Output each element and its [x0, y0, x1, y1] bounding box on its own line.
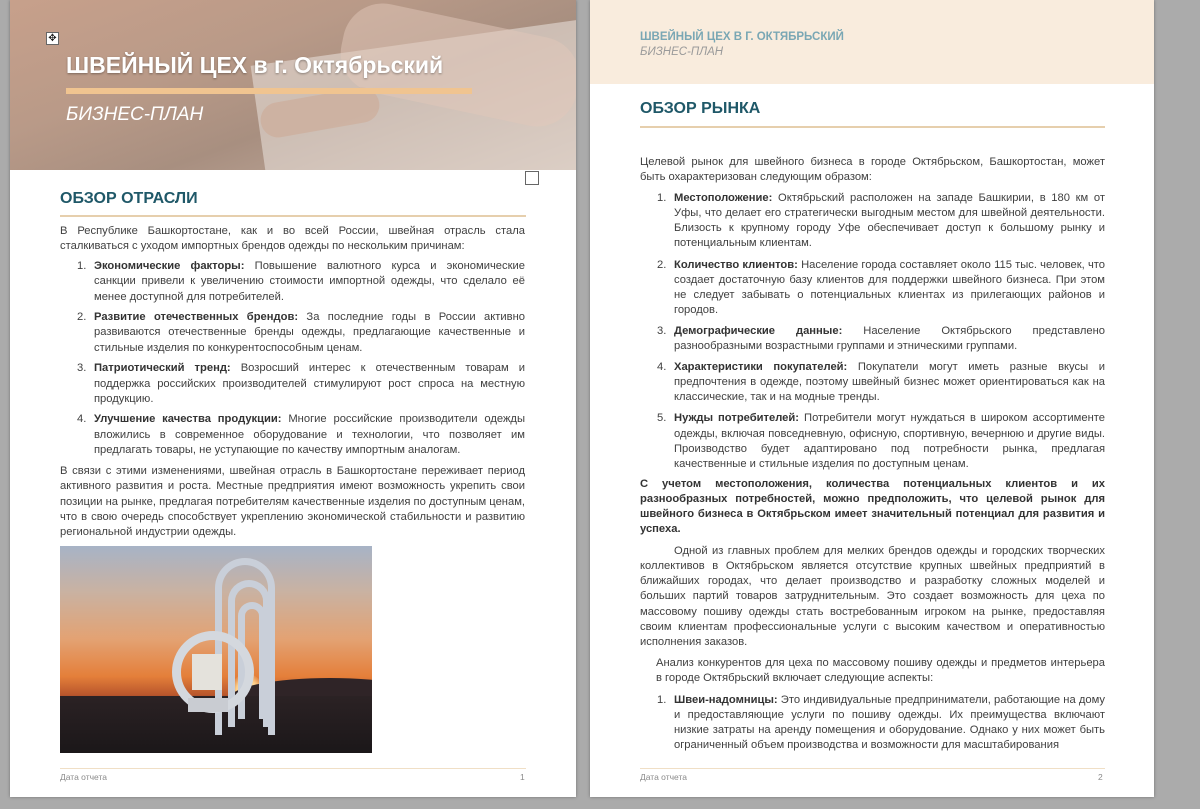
market-paragraph: Одной из главных проблем для мелких брендов одежды и городских творческих коллективов в Октябрьском является отсутствие крупных швейных предприятий в ближайших городах, что делает производство и разработку сложных моделей и больших партий товаров затруднительным. Это создает возможность для цеха по массовому пошиву одежды стать востребованным игроком на рынке, предоставляя своим клиентам профессиональные услуги с высоким качеством и оперативностью исполнения заказов.	[640, 545, 1105, 648]
footer-date-label: Дата отчета	[60, 772, 108, 782]
market-intro: Целевой рынок для швейного бизнеса в городе Октябрьском, Башкортостан, может быть охарактеризован следующим образом:	[640, 156, 1105, 184]
document-page-2	[590, 0, 1154, 797]
list-item: 4. Улучшение качества продукции: Многие российские производители одежды вложились в современное оборудование и технологии, что позволяет им предлагать товары, не уступающие по качеству импортным аналогам.	[77, 413, 525, 457]
document-subtitle: БИЗНЕС-ПЛАН	[66, 104, 204, 125]
competitors-list	[640, 693, 1105, 753]
section-rule	[60, 215, 526, 217]
page-header-band	[590, 0, 1154, 84]
section-title-industry: ОБЗОР ОТРАСЛИ	[60, 190, 198, 207]
page-number: 2	[1098, 772, 1103, 782]
market-body	[640, 155, 1105, 753]
list-item: 3. Патриотический тренд: Возросший интерес к отечественным товарам и поддержка российских производителей стимулируют рост спроса на местную продукцию.	[77, 362, 525, 406]
list-item: 4. Характеристики покупателей: Покупатели могут иметь разные вкусы и предпочтения в одежде, поэтому швейный бизнес может ориентироваться как на классические, так и на модные тренды.	[657, 361, 1105, 404]
competitors-intro: Анализ конкурентов для цеха по массовому пошиву одежды и предметов интерьера в городе Октябрьский включает следующие аспекты:	[656, 656, 1105, 684]
list-item: 3. Демографические данные: Население Октябрьского представлено разнообразными возрастными группами и этническими группами.	[657, 324, 1105, 353]
list-item: 1. Экономические факторы: Повышение валютного курса и экономические санкции привели к увеличению стоимости импортной одежды, что сделало её менее доступной для потребителей.	[77, 259, 525, 303]
monument-plaque	[192, 654, 222, 690]
list-item: 2. Количество клиентов: Население города составляет около 115 тыс. человек, что создает достаточную базу клиентов для поддержки швейного бизнеса. При этом не следует забывать о потенциальных клиентах из прилегающих районов и городов.	[657, 258, 1105, 316]
city-monument-photo[interactable]	[60, 546, 372, 753]
market-conclusion: С учетом местоположения, количества потенциальных клиентов и их разнообразных потребностей, можно предположить, что целевой рынок для швейного бизнеса в Октябрьском имеет значительный потенциал для развития и успеха.	[640, 477, 1105, 536]
monument-base	[188, 698, 228, 712]
industry-intro: В Республике Башкортостане, как и во всей России, швейная отрасль стала сталкиваться с уходом импортных брендов одежды по нескольким причинам:	[60, 225, 525, 253]
footer-date-label: Дата отчета	[640, 772, 688, 782]
title-accent-bar	[66, 88, 472, 94]
list-item: 2. Развитие отечественных брендов: За последние годы в России активно развиваются отечественные бренды одежды, предлагающие качественные и стильные изделия по конкурентоспособным ценам.	[77, 311, 525, 354]
market-characteristics-list	[640, 191, 1105, 472]
section-rule	[640, 126, 1105, 128]
list-item: 1. Местоположение: Октябрьский расположен на западе Башкирии, в 180 км от Уфы, что делает его стратегически выгодным местом для швейной деятельности. Близость к крупному городу Уфе обеспечивает доступ к большому рынку и потенциальным клиентам.	[657, 192, 1105, 250]
section-title-market: ОБЗОР РЫНКА	[640, 100, 761, 117]
cover-header-image	[10, 0, 576, 170]
list-item: 1. Швеи-надомницы: Это индивидуальные предприниматели, работающие на дому и предоставляющие услуги по пошиву одежды. Их преимущества включают низкие затраты на аренду помещения и оборудование. Однако у них может быть ограниченный объем производства и возможности для масштабирования	[657, 694, 1105, 752]
industry-factor-list	[60, 259, 525, 459]
industry-closing: В связи с этими изменениями, швейная отрасль в Башкортостане переживает период активного развития и роста. Местные предприятия имеют возможность укрепить свои позиции на рынке, предлагая потребителям качественные изделия по доступным ценам, что в свою очередь способствует укреплению экономической стабильности и развитию региональной индустрии одежды.	[60, 464, 525, 539]
list-item: 5. Нужды потребителей: Потребители могут нуждаться в широком ассортименте одежды, включая повседневную, офисную, спортивную, вечернюю и другие виды. Производство будет адаптировано под потребности рынка, предлагая качественные и стильные изделия по доступным ценам.	[657, 412, 1105, 470]
page-number: 1	[520, 772, 525, 782]
document-page-1	[10, 0, 576, 797]
table-move-handle-icon[interactable]: ✥	[46, 32, 59, 45]
footer-rule	[640, 768, 1105, 769]
running-header-subtitle: БИЗНЕС-ПЛАН	[640, 46, 724, 58]
running-header-title: ШВЕЙНЫЙ ЦЕХ В Г. ОКТЯБРЬСКИЙ	[640, 31, 844, 43]
table-cell-marker[interactable]	[525, 171, 539, 185]
industry-body	[60, 224, 525, 541]
footer-rule	[60, 768, 526, 769]
document-title: ШВЕЙНЫЙ ЦЕХ в г. Октябрьский	[66, 52, 444, 78]
